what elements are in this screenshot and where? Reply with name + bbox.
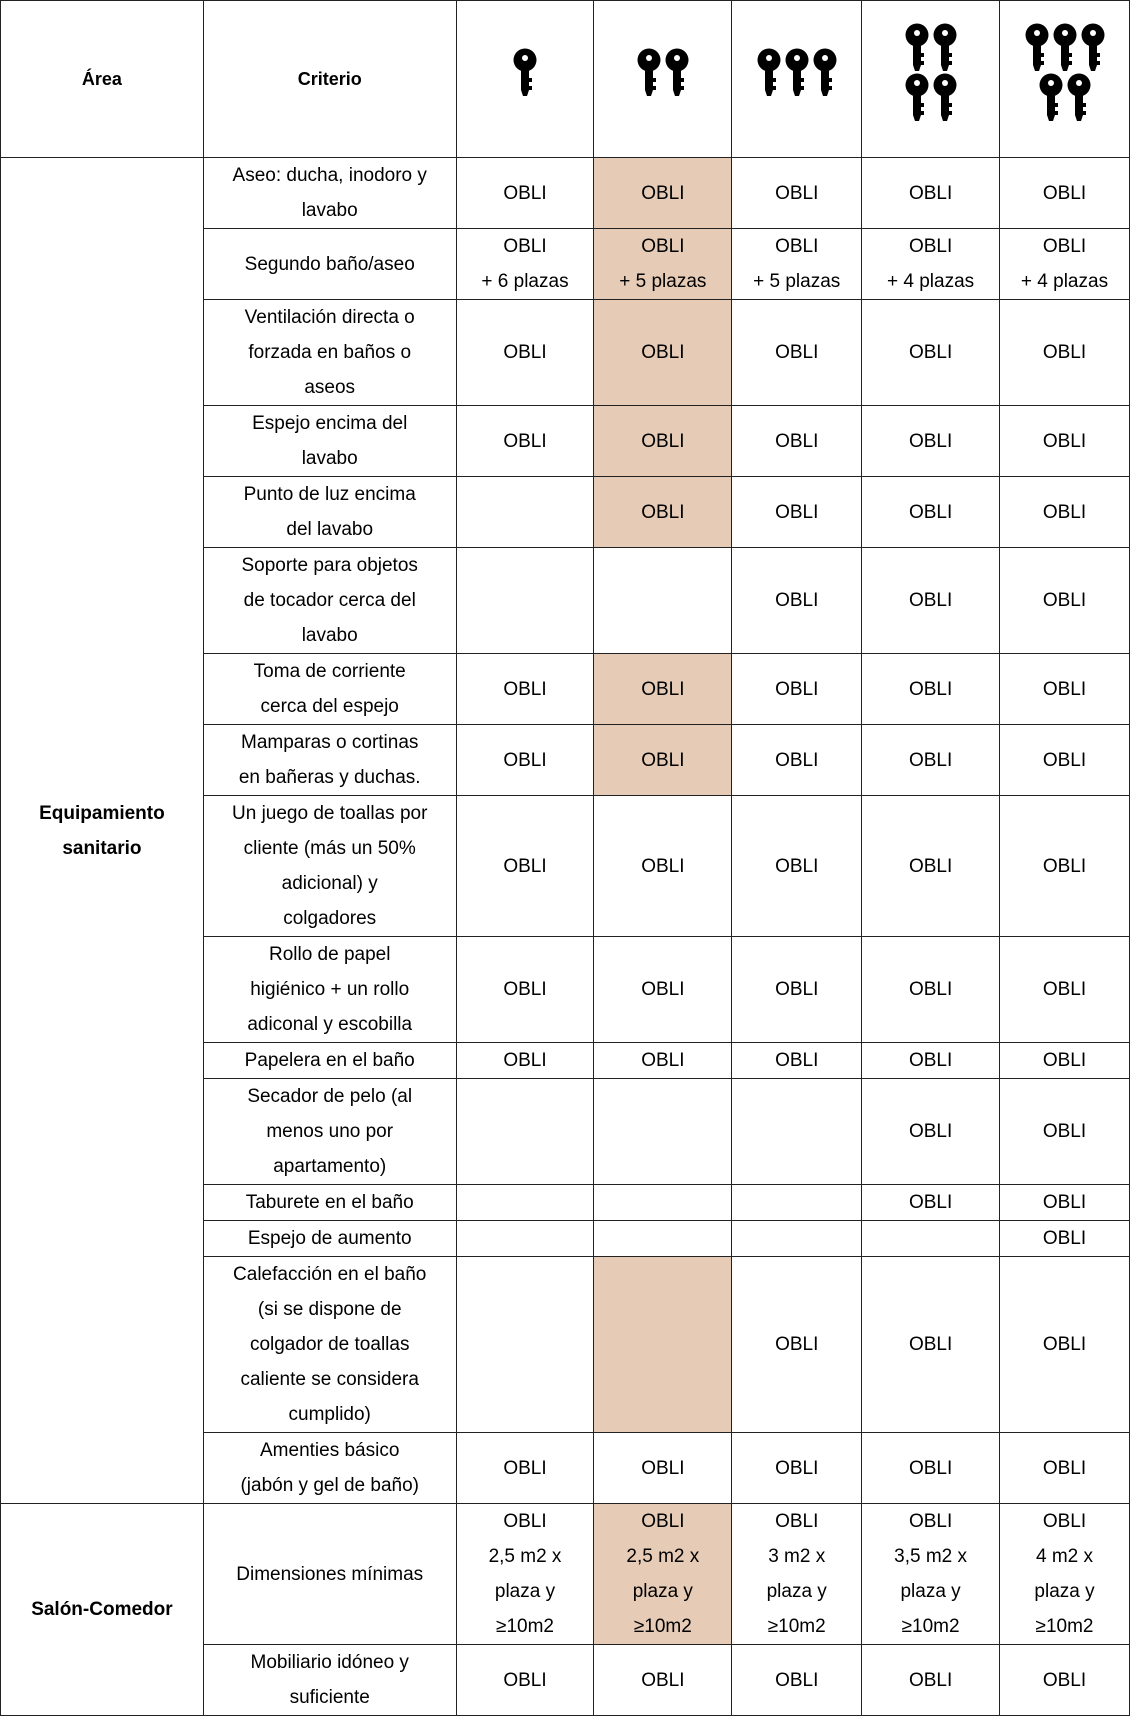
criterio-line: (si se dispone de: [257, 1299, 402, 1320]
value-cell: [456, 158, 594, 229]
value-cell: [594, 1043, 732, 1079]
value-line: OBLI: [908, 749, 953, 771]
value-cell: [1000, 406, 1130, 477]
value-cell: [594, 937, 732, 1043]
value-line: OBLI: [503, 979, 547, 1000]
value-line: OBLI: [641, 182, 685, 204]
value-line: OBLI: [503, 1050, 547, 1071]
value-cell: [1000, 1433, 1130, 1504]
criterio-cell: [203, 1221, 456, 1257]
criterio-cell: [203, 229, 456, 300]
key-icon: [511, 82, 539, 102]
value-line: OBLI: [908, 1192, 953, 1213]
value-cell: [594, 406, 732, 477]
criterio-line: Papelera en el baño: [244, 1050, 415, 1071]
value-cell: [732, 1257, 862, 1433]
criterio-cell: [203, 796, 456, 937]
value-cell: [1000, 1645, 1130, 1716]
value-line: OBLI: [641, 749, 685, 771]
value-line: OBLI: [1042, 678, 1087, 700]
value-line: OBLI: [775, 749, 819, 771]
value-line: ≥10m2: [767, 1616, 826, 1637]
value-cell: [456, 796, 594, 937]
value-line: OBLI: [908, 430, 953, 452]
criterio-line: (jabón y gel de baño): [240, 1475, 419, 1496]
criterio-line: higiénico + un rollo: [250, 979, 410, 1000]
value-line: + 5 plazas: [619, 271, 707, 292]
criterio-cell: [203, 1185, 456, 1221]
value-line: OBLI: [1042, 236, 1087, 257]
criterio-cell: [203, 937, 456, 1043]
key-icon: [811, 82, 839, 102]
value-cell: [456, 654, 594, 725]
value-line: plaza y: [632, 1581, 693, 1602]
value-line: + 5 plazas: [753, 271, 841, 292]
key-icon: [635, 82, 663, 102]
value-cell: [862, 1645, 1000, 1716]
value-cell: [594, 548, 732, 654]
value-line: OBLI: [908, 1050, 953, 1071]
value-line: plaza y: [494, 1581, 556, 1602]
value-line: + 4 plazas: [1020, 271, 1109, 292]
header-rating-4: [862, 1, 1000, 158]
value-line: OBLI: [775, 1457, 819, 1479]
value-cell: [594, 300, 732, 406]
value-cell: [862, 477, 1000, 548]
criterio-line: en bañeras y duchas.: [238, 767, 421, 788]
value-cell: [594, 1185, 732, 1221]
value-line: OBLI: [503, 182, 547, 204]
value-line: OBLI: [503, 430, 547, 452]
criterio-line: apartamento): [273, 1156, 387, 1177]
criterio-line: Toma de corriente: [253, 661, 406, 682]
value-cell: [862, 1504, 1000, 1645]
value-cell: [1000, 158, 1130, 229]
value-cell: [862, 796, 1000, 937]
value-line: OBLI: [1042, 1050, 1087, 1071]
criterio-line: lavabo: [301, 200, 358, 221]
key-icon: [755, 82, 783, 102]
value-cell: [732, 937, 862, 1043]
value-line: + 6 plazas: [481, 271, 569, 292]
table-row: [1, 158, 1130, 229]
value-line: OBLI: [775, 1669, 819, 1691]
criterio-cell: [203, 406, 456, 477]
criterio-line: Ventilación directa o: [244, 307, 415, 328]
value-line: OBLI: [908, 182, 953, 204]
criterio-line: del lavabo: [286, 519, 374, 540]
value-line: OBLI: [908, 342, 953, 363]
value-cell: [732, 1043, 862, 1079]
value-line: OBLI: [908, 678, 953, 700]
header-row: [1, 1, 1130, 158]
header-rating-2: [594, 1, 732, 158]
criterio-line: Un juego de toallas por: [232, 803, 428, 824]
value-cell: [862, 1221, 1000, 1257]
value-cell: [594, 725, 732, 796]
value-line: OBLI: [641, 855, 685, 877]
value-cell: [862, 1043, 1000, 1079]
key-icon: [931, 107, 959, 127]
value-cell: [1000, 477, 1130, 548]
area-cell: Equipamiento sanitario: [1, 158, 204, 1504]
criterio-line: Calefacción en el baño: [233, 1264, 427, 1285]
value-line: ≥10m2: [633, 1616, 692, 1637]
criterio-line: cerca del espejo: [260, 696, 399, 717]
value-line: OBLI: [503, 1457, 547, 1479]
value-line: OBLI: [1042, 1457, 1087, 1479]
criterio-line: Mamparas o cortinas: [241, 732, 419, 753]
criterio-cell: [203, 1043, 456, 1079]
value-cell: [1000, 1257, 1130, 1433]
value-cell: [862, 229, 1000, 300]
criterio-cell: [203, 158, 456, 229]
value-cell: [862, 406, 1000, 477]
criterio-cell: [203, 654, 456, 725]
value-line: OBLI: [775, 501, 819, 523]
criterio-line: adicional) y: [281, 873, 378, 894]
criterio-line: Taburete en el baño: [245, 1192, 414, 1213]
value-cell: [594, 796, 732, 937]
value-cell: [862, 158, 1000, 229]
value-cell: [594, 1433, 732, 1504]
value-line: OBLI: [1042, 979, 1087, 1000]
key-rating-4: [903, 23, 959, 123]
value-cell: [456, 1185, 594, 1221]
value-cell: [732, 229, 862, 300]
criterio-cell: [203, 1504, 456, 1645]
value-line: OBLI: [908, 501, 953, 523]
value-line: 3,5 m2 x: [894, 1546, 968, 1567]
value-cell: [594, 654, 732, 725]
key-rating-2: [635, 48, 691, 98]
header-criterio: Criterio: [203, 1, 456, 158]
area-cell: Salón-Comedor: [1, 1504, 204, 1716]
value-cell: [1000, 300, 1130, 406]
criterio-line: colgador de toallas: [249, 1334, 410, 1355]
value-line: 2,5 m2 x: [626, 1546, 700, 1567]
criterio-line: lavabo: [301, 625, 358, 646]
value-line: OBLI: [641, 342, 685, 363]
value-line: OBLI: [503, 749, 547, 771]
value-cell: [862, 1257, 1000, 1433]
value-line: OBLI: [641, 1669, 685, 1691]
criterio-line: cumplido): [288, 1404, 371, 1425]
value-line: OBLI: [503, 1669, 547, 1691]
value-line: OBLI: [908, 1121, 953, 1142]
value-line: OBLI: [1042, 1228, 1087, 1249]
value-line: OBLI: [641, 1511, 685, 1532]
value-line: OBLI: [503, 342, 547, 363]
value-cell: [732, 1433, 862, 1504]
value-cell: [594, 229, 732, 300]
criterio-line: colgadores: [283, 908, 377, 929]
header-rating-5: [1000, 1, 1130, 158]
value-line: OBLI: [1042, 1334, 1087, 1355]
value-line: OBLI: [775, 979, 819, 1000]
criterio-line: Aseo: ducha, inodoro y: [232, 165, 427, 186]
value-line: OBLI: [1042, 1121, 1087, 1142]
value-line: plaza y: [1034, 1581, 1095, 1602]
value-cell: [456, 1433, 594, 1504]
value-cell: [732, 654, 862, 725]
value-line: OBLI: [1042, 749, 1087, 771]
value-line: OBLI: [641, 236, 685, 257]
key-rating-1: [511, 48, 539, 98]
value-line: OBLI: [503, 678, 547, 700]
value-cell: [456, 1079, 594, 1185]
value-line: OBLI: [1042, 1511, 1087, 1532]
criterio-cell: [203, 300, 456, 406]
criterio-cell: [203, 1433, 456, 1504]
criterio-cell: [203, 548, 456, 654]
value-line: OBLI: [775, 430, 819, 452]
value-line: OBLI: [775, 590, 819, 611]
value-cell: [862, 654, 1000, 725]
value-cell: [594, 1257, 732, 1433]
value-cell: [456, 1257, 594, 1433]
key-icon: [663, 82, 691, 102]
value-line: OBLI: [641, 430, 685, 452]
value-line: OBLI: [1042, 342, 1087, 363]
criterio-line: aseos: [304, 377, 356, 398]
criterio-cell: [203, 1079, 456, 1185]
value-cell: [862, 1433, 1000, 1504]
criterio-line: Dimensiones mínimas: [236, 1563, 424, 1585]
value-cell: [732, 158, 862, 229]
value-cell: [732, 1185, 862, 1221]
value-cell: [1000, 796, 1130, 937]
value-line: OBLI: [775, 236, 819, 257]
value-cell: [732, 300, 862, 406]
value-cell: [732, 1504, 862, 1645]
value-line: OBLI: [641, 501, 685, 523]
value-cell: [594, 1504, 732, 1645]
value-line: OBLI: [641, 678, 685, 700]
value-cell: [456, 1043, 594, 1079]
criterio-line: lavabo: [301, 448, 358, 469]
criterio-cell: [203, 1645, 456, 1716]
value-cell: [862, 300, 1000, 406]
value-cell: [732, 406, 862, 477]
value-line: OBLI: [908, 979, 953, 1000]
key-rating-5: [1023, 23, 1107, 123]
value-line: 4 m2 x: [1035, 1546, 1094, 1567]
value-line: OBLI: [1042, 855, 1087, 877]
criterio-cell: [203, 477, 456, 548]
value-line: OBLI: [775, 855, 819, 877]
value-cell: [732, 1645, 862, 1716]
value-line: + 4 plazas: [887, 271, 975, 292]
value-line: OBLI: [908, 855, 953, 877]
value-line: OBLI: [641, 1457, 685, 1479]
value-line: OBLI: [641, 979, 685, 1000]
criterio-line: Soporte para objetos: [241, 555, 418, 576]
value-cell: [456, 477, 594, 548]
value-cell: [1000, 725, 1130, 796]
criterio-line: adiconal y escobilla: [247, 1014, 413, 1035]
value-line: OBLI: [908, 1669, 953, 1691]
key-icon: [783, 82, 811, 102]
value-line: OBLI: [503, 236, 547, 257]
value-line: 3 m2 x: [768, 1546, 826, 1567]
value-cell: [1000, 654, 1130, 725]
value-cell: [594, 1221, 732, 1257]
value-line: OBLI: [641, 1050, 685, 1071]
value-cell: [456, 406, 594, 477]
criterio-line: Punto de luz encima: [243, 484, 416, 505]
value-line: OBLI: [503, 1511, 547, 1532]
value-cell: [456, 1504, 594, 1645]
key-icon: [903, 107, 931, 127]
value-line: ≥10m2: [496, 1616, 554, 1637]
value-line: OBLI: [775, 678, 819, 700]
value-line: OBLI: [908, 1457, 953, 1479]
value-cell: [456, 229, 594, 300]
value-line: OBLI: [908, 236, 953, 257]
value-cell: [1000, 1504, 1130, 1645]
header-area: Área: [1, 1, 204, 158]
value-line: OBLI: [775, 1511, 819, 1532]
criterio-line: Rollo de papel: [268, 944, 391, 965]
value-cell: [1000, 937, 1130, 1043]
criterio-line: Mobiliario idóneo y: [250, 1652, 409, 1673]
criterio-line: cliente (más un 50%: [243, 838, 416, 859]
criterio-line: de tocador cerca del: [243, 590, 416, 611]
value-cell: [862, 548, 1000, 654]
value-line: OBLI: [908, 1334, 953, 1355]
criterio-line: Espejo encima del: [252, 413, 408, 434]
value-cell: [732, 796, 862, 937]
value-cell: [862, 725, 1000, 796]
value-line: plaza y: [766, 1581, 827, 1602]
value-line: OBLI: [775, 342, 819, 363]
value-cell: [1000, 1043, 1130, 1079]
value-cell: [1000, 229, 1130, 300]
value-line: plaza y: [900, 1581, 961, 1602]
value-cell: [456, 548, 594, 654]
criterio-cell: [203, 725, 456, 796]
value-cell: [594, 477, 732, 548]
value-line: OBLI: [1042, 590, 1087, 611]
table-row: [1, 1504, 1130, 1645]
key-rating-3: [755, 48, 839, 98]
value-line: 2,5 m2 x: [488, 1546, 562, 1567]
value-cell: [732, 1079, 862, 1185]
value-line: ≥10m2: [1035, 1616, 1094, 1637]
value-line: OBLI: [1042, 501, 1087, 523]
key-icon: [1037, 107, 1065, 127]
value-cell: [1000, 1221, 1130, 1257]
value-line: OBLI: [1042, 182, 1087, 204]
criterio-line: menos uno por: [266, 1121, 394, 1142]
value-line: OBLI: [775, 1050, 819, 1071]
criterio-cell: [203, 1257, 456, 1433]
value-cell: [732, 1221, 862, 1257]
criterio-line: Espejo de aumento: [247, 1228, 412, 1249]
value-cell: [732, 477, 862, 548]
value-cell: [456, 300, 594, 406]
value-cell: [456, 937, 594, 1043]
value-cell: [1000, 1079, 1130, 1185]
value-line: OBLI: [775, 1334, 819, 1355]
value-cell: [862, 937, 1000, 1043]
criterio-line: Secador de pelo (al: [247, 1086, 413, 1107]
value-line: OBLI: [1042, 430, 1087, 452]
value-cell: [594, 158, 732, 229]
criterio-line: forzada en baños o: [248, 342, 412, 363]
value-cell: [1000, 1185, 1130, 1221]
criterio-line: suficiente: [289, 1687, 370, 1708]
value-cell: [456, 1645, 594, 1716]
value-line: OBLI: [1042, 1192, 1087, 1213]
header-rating-1: [456, 1, 594, 158]
value-cell: [862, 1079, 1000, 1185]
key-icon: [1065, 107, 1093, 127]
value-cell: [456, 1221, 594, 1257]
value-line: OBLI: [503, 855, 547, 877]
value-line: OBLI: [775, 182, 819, 204]
header-rating-3: [732, 1, 862, 158]
value-cell: [1000, 548, 1130, 654]
value-cell: [732, 548, 862, 654]
value-line: OBLI: [1042, 1669, 1087, 1691]
value-cell: [594, 1079, 732, 1185]
criterio-line: caliente se considera: [240, 1369, 419, 1390]
value-line: OBLI: [908, 1511, 953, 1532]
value-cell: [862, 1185, 1000, 1221]
criterio-line: Amenties básico: [260, 1440, 400, 1461]
value-cell: [594, 1645, 732, 1716]
value-cell: [732, 725, 862, 796]
value-cell: [456, 725, 594, 796]
value-line: OBLI: [908, 590, 953, 611]
criterio-line: Segundo baño/aseo: [244, 253, 415, 275]
value-line: ≥10m2: [901, 1616, 960, 1637]
